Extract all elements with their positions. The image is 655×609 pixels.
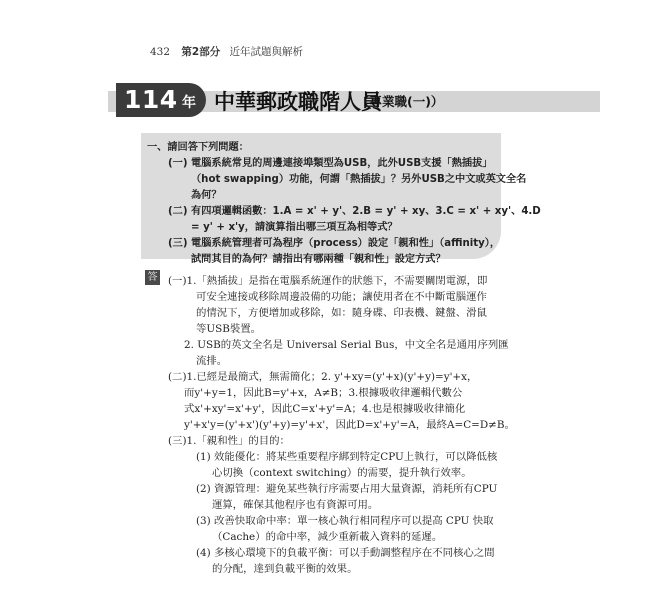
question-heading: 一、請回答下列問題： — [147, 142, 249, 153]
question-block — [141, 133, 541, 265]
answer-line: y'+x'y=(y'+x')(y'+y)=y'+x'，因此D=x'+y'=A，最終A=C=D≠B。 — [184, 419, 515, 431]
answer-line: 等USB裝置。 — [196, 323, 262, 335]
question-line: = y' + x'y，請演算指出哪三項互為相等式？ — [191, 222, 398, 233]
section-label: 近年試題與解析 — [229, 46, 304, 58]
answer-line: 可安全連接或移除周邊設備的功能；讓使用者在不中斷電腦運作 — [196, 291, 487, 303]
question-line: (一) 電腦系統常見的周邊連接埠類型為USB，此外USB支援「熱插拔」 — [168, 158, 493, 169]
answer-line: （Cache）的命中率，減少重新載入資料的延遲。 — [212, 531, 443, 543]
answer-line: 流排。 — [196, 355, 228, 367]
answer-line: 式x'+xy'=x'+y'，因此C=x'+y'=A；4.也是根據吸收律簡化 — [184, 403, 466, 415]
part-label: 第2部分 — [181, 46, 221, 58]
answer-line: 心切換（context switching）的需要，提升執行效率。 — [212, 467, 472, 479]
answer-line: (4) 多核心環境下的負載平衡：可以手動調整程序在不同核心之間 — [196, 547, 495, 559]
answer-line: (三)1.「親和性」的目的： — [168, 435, 290, 447]
question-line: 為何？ — [191, 190, 222, 201]
answer-line: (2) 資源管理：避免某些執行序需要占用大量資源，消耗所有CPU — [196, 483, 498, 495]
answer-line: 運算，確保其他程序也有資源可用。 — [212, 499, 379, 511]
answer-line: 的分配，達到負載平衡的效果。 — [212, 563, 358, 575]
exam-subtitle: （專業職(一)） — [357, 94, 444, 109]
answer-line: (3) 改善快取命中率：單一核心執行相同程序可以提高 CPU 快取 — [196, 515, 494, 527]
year-badge — [116, 83, 206, 117]
question-line: （hot swapping）功能，何謂「熱插拔」？另外USB之中文或英文全名 — [191, 174, 527, 185]
year-suffix: 年 — [182, 95, 196, 111]
running-header — [150, 44, 311, 59]
answer-line: (二)1.已經是最簡式，無需簡化；2. y'+xy=(y'+x)(y'+y)=y'+x， — [168, 371, 478, 383]
question-line: (二) 有四項邏輯函數：1.A = x' + y'、2.B = y' + xy、3.C = x' + xy'、4.D — [168, 206, 541, 217]
question-line: (三) 電腦系統管理者可為程序（process）設定「親和性」（affinity）， — [168, 238, 501, 249]
page-number: 432 — [150, 46, 171, 58]
answer-icon: 答 — [145, 270, 160, 285]
question-line: 試問其目的為何？請指出有哪兩種「親和性」設定方式？ — [191, 254, 446, 265]
exam-title: 中華郵政職階人員 — [214, 90, 382, 114]
answer-line: (一)1.「熱插拔」是指在電腦系統運作的狀態下，不需要關閉電源，即 — [168, 275, 488, 287]
answer-line: 而y'+y=1，因此B=y'+x，A≠B；3.根據吸收律邏輯代數公 — [184, 387, 463, 399]
answer-line: (1) 效能優化：將某些重要程序綁到特定CPU上執行，可以降低核 — [196, 451, 498, 463]
answer-line: 的情況下，方便增加或移除，如：隨身碟、印表機、鍵盤、滑鼠 — [196, 307, 487, 319]
answer-line: 2. USB的英文全名是 Universal Serial Bus，中文全名是通用序列匯 — [184, 339, 509, 351]
year-number: 114 — [124, 85, 178, 114]
